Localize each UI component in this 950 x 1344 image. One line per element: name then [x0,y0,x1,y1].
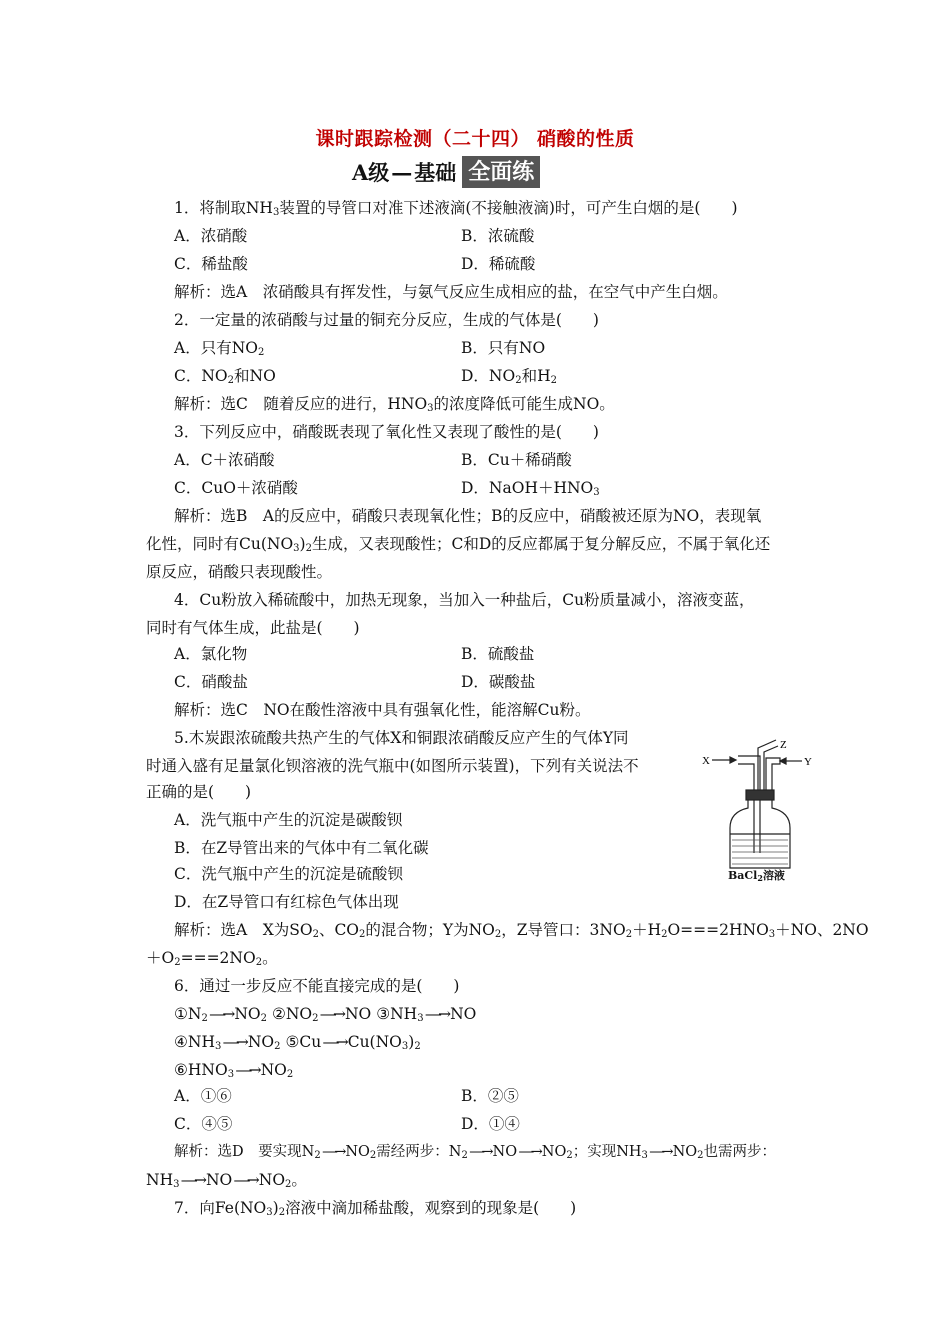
q5-option-d: D．在Z导管口有红棕色气体出现 [174,893,399,911]
q4-answer: 解析：选C NO在酸性溶液中具有强氧化性，能溶解Cu粉。 [174,701,591,719]
inlet-tube [738,756,760,853]
level-box: 全面练 [462,156,540,188]
q6-reactions-line3: $⑥HNO_3$ ―→ $NO_2$ [174,1061,294,1080]
q3-option-d: D．$NaOH+HNO_3$ [461,479,600,498]
q2-stem: 2．一定量的浓硝酸与过量的铜充分反应，生成的气体是( ) [174,311,599,329]
q1-answer: 解析：选A 浓硝酸具有挥发性，与氨气反应生成相应的盐，在空气中产生白烟。 [174,283,728,301]
q2-option-c: C．$NO_2$和NO [174,367,276,386]
x-arrow-head [730,757,736,763]
label-z: Z [780,739,787,751]
q5-option-b: B．在Z导管出来的气体中有二氧化碳 [174,839,429,857]
q4-option-c: C．硝酸盐 [174,673,248,691]
q5-option-c: C．洗气瓶中产生的沉淀是硫酸钡 [174,865,403,883]
q3-stem: 3．下列反应中，硝酸既表现了氧化性又表现了酸性的是( ) [174,423,599,441]
q5-stem-line3: 正确的是( ) [146,783,252,801]
q2-option-b: B．只有NO [461,339,546,357]
gas-washing-bottle-figure [700,738,820,878]
q4-option-b: B．硫酸盐 [461,645,535,663]
q2-option-a: A．只有$NO_2$ [174,339,265,358]
q3-answer-line1: 解析：选B A的反应中，硝酸只表现氧化性；B的反应中，硝酸被还原为NO，表现氧 [174,507,762,525]
q2-option-d: D．$NO_2$和$H_2$ [461,367,557,386]
page-title: 课时跟踪检测（二十四） 硝酸的性质 [315,128,635,150]
q6-answer-line1: 解析：选D 要实现$N_2$ ―→ $NO_2$需经两步：$N_2$ ―→ NO ―→ $NO_2$；实现$NH_3$ ―→ $NO_2$也需两步： [174,1144,777,1161]
q3-option-c: C．CuO＋浓硝酸 [174,479,298,497]
q4-option-d: D．碳酸盐 [461,673,536,691]
q3-option-a: A．C＋浓硝酸 [174,451,275,469]
q6-option-a: A．①⑥ [174,1087,232,1105]
label-x: X [702,755,710,767]
q5-answer-line1: 解析：选A X为$SO_2$、$CO_2$的混合物；Y为$NO_2$，Z导管口：$3NO_2+H_2O===2HNO_3+NO$、2NO [174,921,869,940]
bottle-stopper [746,790,774,800]
level-heading [352,156,540,188]
q7-stem: 7．向$Fe(NO_3)_2$溶液中滴加稀盐酸，观察到的现象是( ) [174,1199,577,1218]
q6-reactions-line2: $④NH_3$ ―→ $NO_2$ ⑤Cu ―→ $Cu(NO_3)_2$ [174,1033,421,1052]
q1-option-b: B．浓硫酸 [461,227,535,245]
q2-answer: 解析：选C 随着反应的进行，$HNO_3$的浓度降低可能生成NO。 [174,395,615,414]
q3-option-b: B．Cu＋稀硝酸 [461,451,572,469]
level-mid: 基础 [414,160,457,185]
q5-option-a: A．洗气瓶中产生的沉淀是碳酸钡 [174,811,403,829]
q6-option-b: B．②⑤ [461,1087,519,1105]
q1-stem: 1．将制取$NH_3$装置的导管口对准下述液滴(不接触液滴)时，可产生白烟的是( ) [174,199,738,218]
label-bacl2-solution: BaCl$_2$溶液 [728,869,785,883]
q6-option-d: D．①④ [461,1115,520,1133]
level-prefix: A级 [352,160,390,185]
q5-stem-line2: 时通入盛有足量氯化钡溶液的洗气瓶中(如图所示装置)，下列有关说法不 [146,757,639,775]
z-tube [758,740,778,798]
q6-reactions-line1: $①N_2$ ―→ $NO_2$ $②NO_2$ ―→ NO $③NH_3$ ―→ NO [174,1005,477,1024]
q1-option-c: C．稀盐酸 [174,255,248,273]
q1-option-d: D．稀硫酸 [461,255,536,273]
q3-answer-line2: 化性，同时有$Cu(NO_3)_2$生成，又表现酸性；C和D的反应都属于复分解反应，不属于氧化还 [146,535,771,554]
q5-stem-line1: 5.木炭跟浓硫酸共热产生的气体X和铜跟浓硝酸反应产生的气体Y同 [174,729,629,747]
q4-stem-line2: 同时有气体生成，此盐是( ) [146,619,360,637]
y-arrow-head [780,758,786,764]
q3-answer-line3: 原反应，硝酸只表现酸性。 [146,563,333,581]
q4-option-a: A．氯化物 [174,645,248,663]
q6-option-c: C．④⑤ [174,1115,233,1133]
label-y: Y [804,756,812,768]
q4-stem-line1: 4．Cu粉放入稀硫酸中，加热无现象，当加入一种盐后，Cu粉质量减小，溶液变蓝， [174,591,755,609]
level-dash: — [391,159,413,185]
q6-stem: 6．通过一步反应不能直接完成的是( ) [174,977,460,995]
q5-answer-line2: $+O_2===2NO_2$。 [146,949,278,968]
q1-option-a: A．浓硝酸 [174,227,248,245]
q6-answer-line2: $NH_3$ ―→ NO ―→ $NO_2$。 [146,1171,307,1190]
